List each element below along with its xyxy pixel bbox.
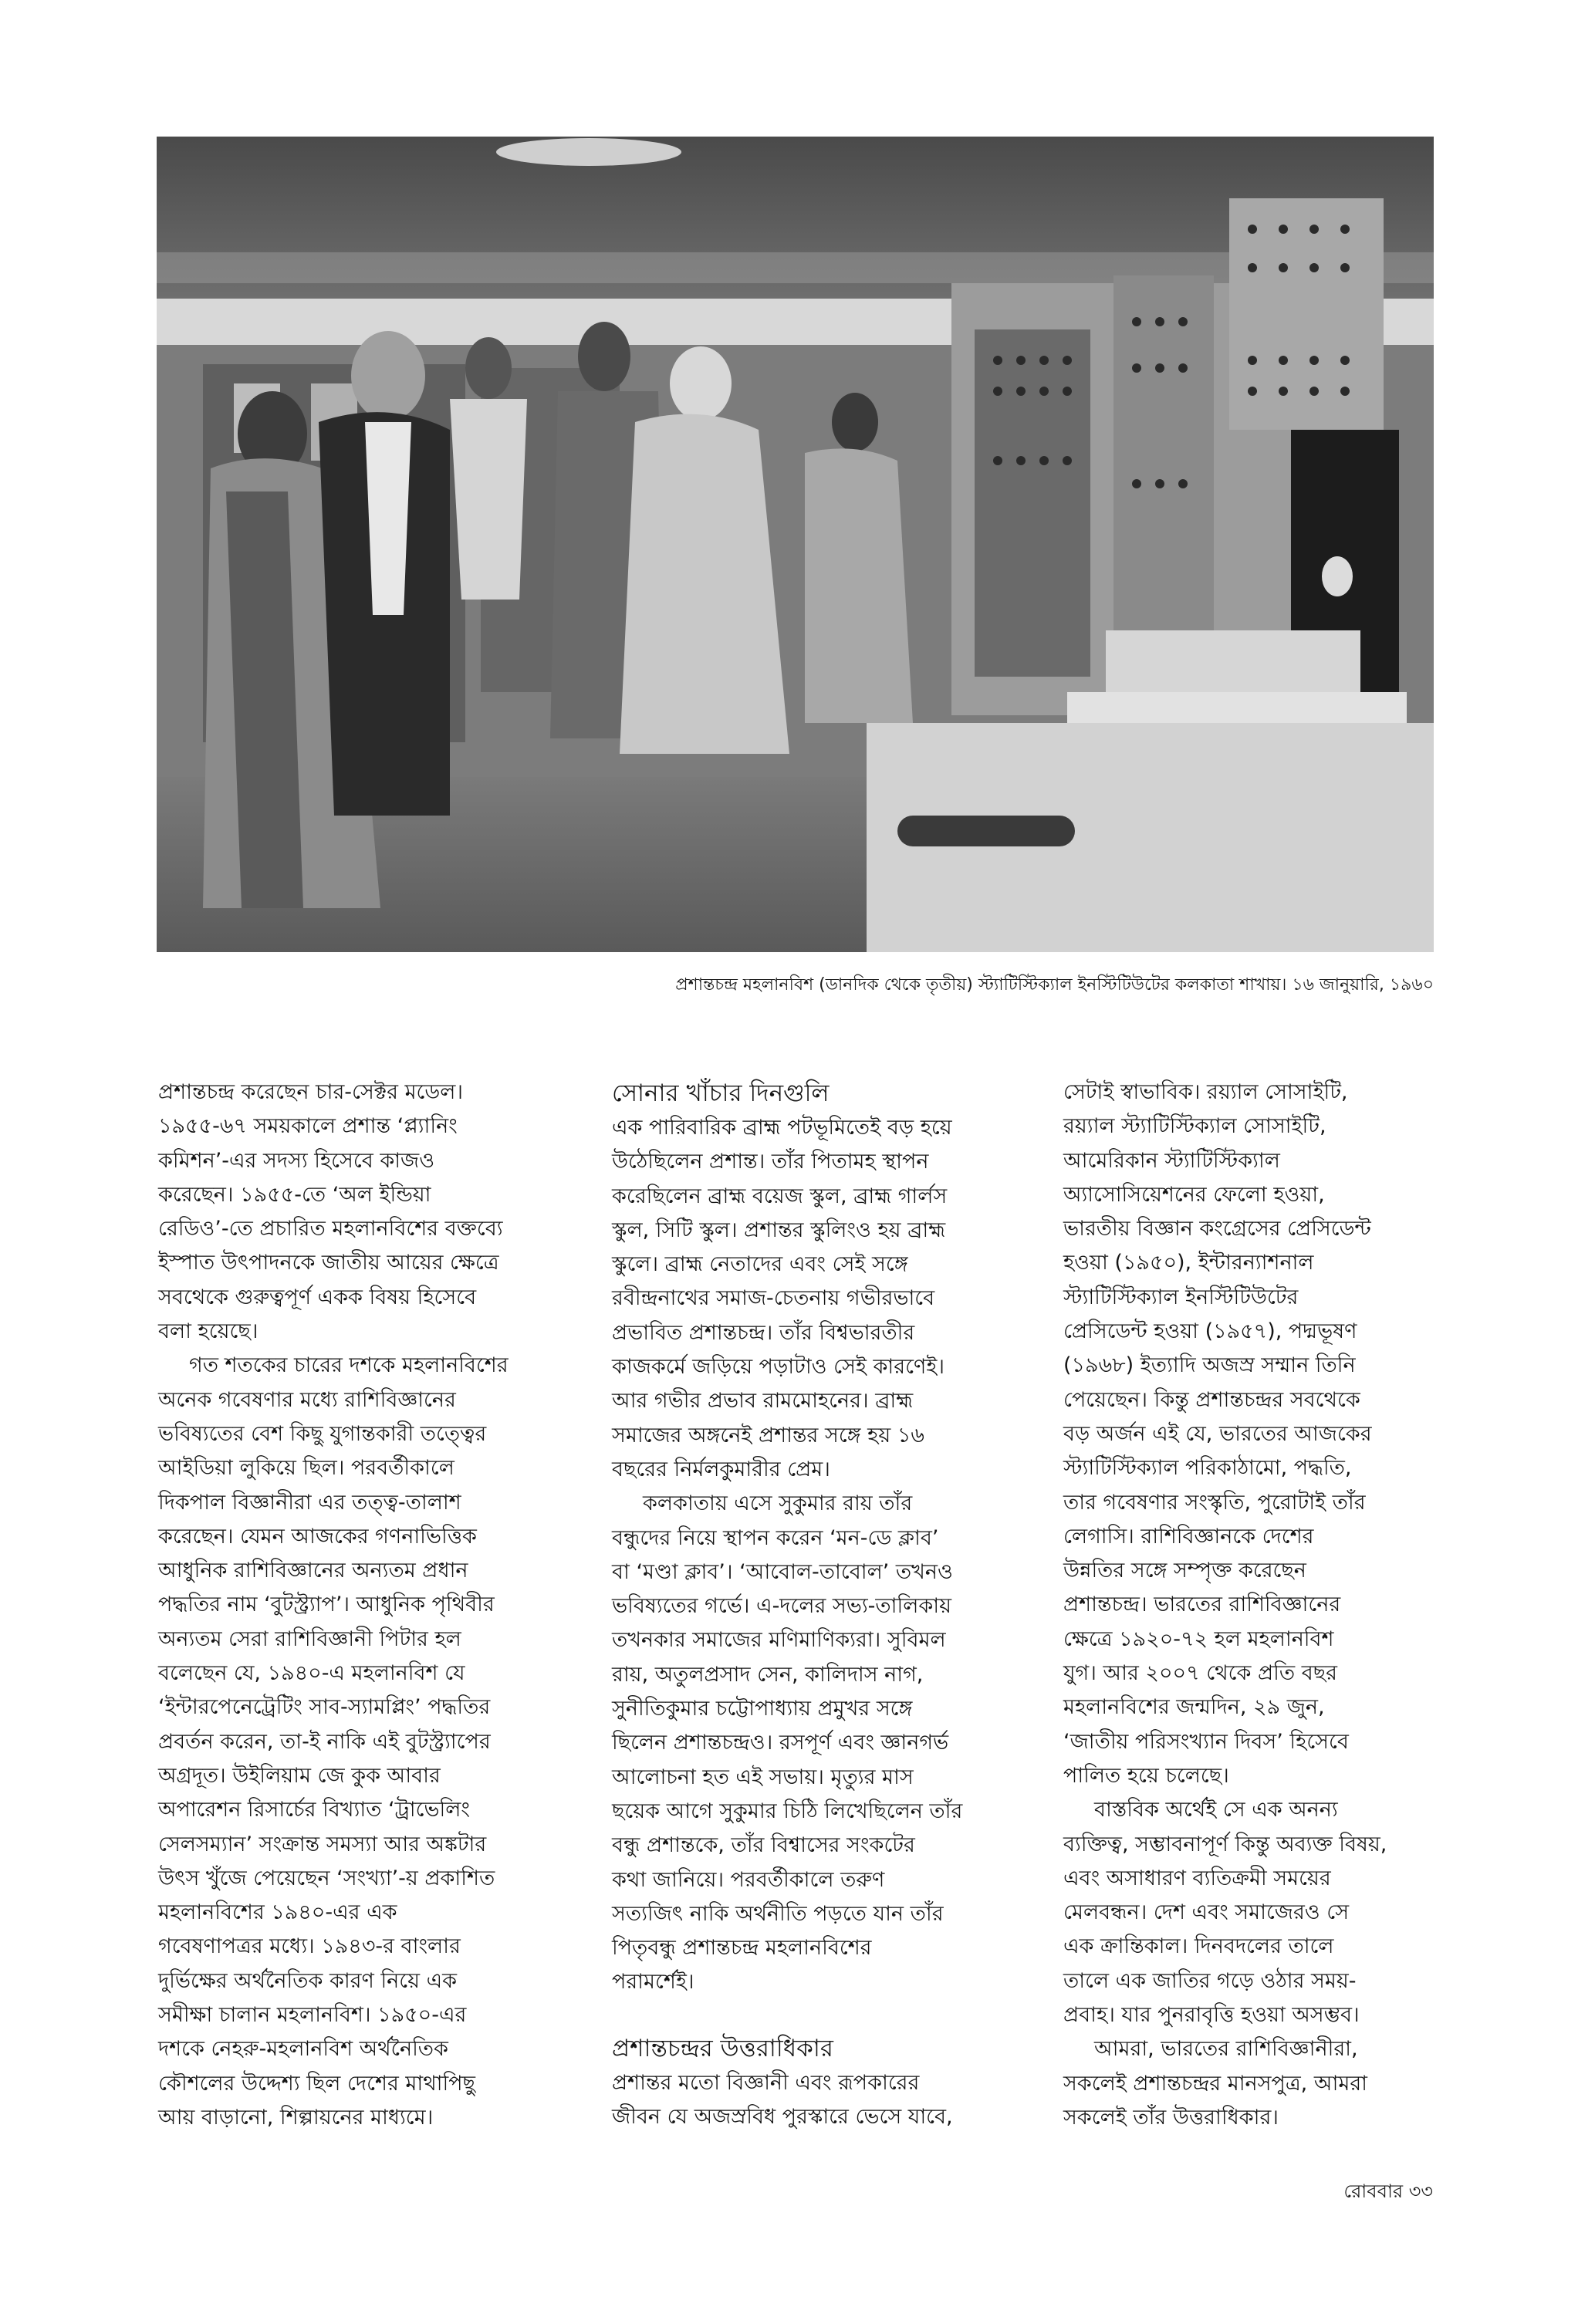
text-line: রয়্যাল স্ট্যাটিস্টিক্যাল সোসাইটি,	[1063, 1114, 1326, 1139]
text-line: বাস্তবিক অর্থেই সে এক অনন্য	[1094, 1798, 1338, 1822]
article-column-2	[612, 1076, 1044, 2134]
section-gap	[612, 2000, 1044, 2031]
text-line: সকলেই প্রশান্তচন্দ্রর মানসপুত্র, আমরা	[1063, 2071, 1368, 2096]
text-line: এক পারিবারিক ব্রাহ্ম পটভূমিতেই বড় হয়ে	[612, 1116, 952, 1140]
text-line: প্রেসিডেন্ট হওয়া (১৯৫৭), পদ্মভূষণ	[1063, 1319, 1357, 1344]
text-line: বলেছেন যে, ১৯৪০-এ মহলানবিশ যে	[158, 1661, 465, 1686]
text-line: ভারতীয় বিজ্ঞান কংগ্রেসের প্রেসিডেন্ট	[1063, 1217, 1371, 1241]
photo-illustration	[157, 137, 1434, 952]
text-line: সেলসম্যান’ সংক্রান্ত সমস্যা আর অঙ্কটার	[158, 1832, 487, 1856]
text-line: বন্ধু প্রশান্তকে, তাঁর বিশ্বাসের সংকটের	[612, 1833, 915, 1858]
text-line: কৌশলের উদ্দেশ্য ছিল দেশের মাথাপিছু	[158, 2071, 475, 2096]
text-line: উৎস খুঁজে পেয়েছেন ‘সংখ্যা’-য় প্রকাশিত	[158, 1866, 495, 1890]
text-line: দশকে নেহরু-মহলানবিশ অর্থনৈতিক	[158, 2037, 448, 2062]
text-line: সমীক্ষা চালান মহলানবিশ। ১৯৫০-এর	[158, 2003, 467, 2028]
text-line: গবেষণাপত্রর মধ্যে। ১৯৪৩-র বাংলার	[158, 1934, 461, 1959]
text-line: উঠেছিলেন প্রশান্ত। তাঁর পিতামহ স্থাপন	[612, 1150, 929, 1174]
text-line: আধুনিক রাশিবিজ্ঞানের অন্যতম প্রধান	[158, 1559, 468, 1583]
text-line: আর গভীর প্রভাব রামমোহনের। ব্রাহ্ম	[612, 1389, 914, 1414]
text-line: স্কুল, সিটি স্কুল। প্রশান্তর স্কুলিংও হয় ব্রাহ্ম	[612, 1218, 946, 1242]
text-line: কথা জানিয়ে। পরবর্তীকালে তরুণ	[612, 1867, 885, 1892]
text-line: আয় বাড়ানো, শিল্পায়নের মাধ্যমে।	[158, 2105, 434, 2130]
text-line: বা ‘মণ্ডা ক্লাব’। ‘আবোল-তাবোল’ তখনও	[612, 1559, 953, 1584]
text-line: প্রশান্তচন্দ্র। ভারতের রাশিবিজ্ঞানের	[1063, 1593, 1341, 1617]
text-line: ছিলেন প্রশান্তচন্দ্রও। রসপূর্ণ এবং জ্ঞানগর্ভ	[612, 1731, 949, 1755]
text-line: করেছেন। ১৯৫৫-তে ‘অল ইন্ডিয়া	[158, 1182, 431, 1207]
text-line: দুর্ভিক্ষের অর্থনৈতিক কারণ নিয়ে এক	[158, 1968, 458, 1993]
text-line: স্ট্যাটিস্টিক্যাল ইনস্টিটিউটের	[1063, 1285, 1299, 1309]
text-line: যুগ। আর ২০০৭ থেকে প্রতি বছর	[1063, 1661, 1337, 1686]
text-line: জীবন যে অজস্রবিধ পুরস্কারে ভেসে যাবে,	[612, 2105, 953, 2130]
text-line: মহলানবিশের জন্মদিন, ২৯ জুন,	[1063, 1695, 1325, 1720]
photo-caption: প্রশান্তচন্দ্র মহলানবিশ (ডানদিক থেকে তৃতীয়) স্ট্যাটিস্টিক্যাল ইনস্টিটিউটের কলকাতা শাখায়। ১৬ জানুয়ারি, ১৯৬০	[675, 975, 1434, 995]
text-line: এক ক্রান্তিকাল। দিনবদলের তালে	[1063, 1934, 1334, 1959]
text-line: অগ্রদূত। উইলিয়াম জে কুক আবার	[158, 1763, 441, 1788]
text-line: সকলেই তাঁর উত্তরাধিকার।	[1063, 2105, 1279, 2130]
text-line: পরামর্শেই।	[612, 1970, 694, 1995]
page-number: ৩৩	[1408, 2180, 1433, 2202]
section-heading: সোনার খাঁচার দিনগুলি	[612, 1079, 830, 1107]
text-line: ‘জাতীয় পরিসংখ্যান দিবস’ হিসেবে	[1063, 1729, 1349, 1754]
text-line: প্রভাবিত প্রশান্তচন্দ্র। তাঁর বিশ্বভারতীর	[612, 1320, 915, 1345]
text-line: আলোচনা হত এই সভায়। মৃত্যুর মাস	[612, 1765, 914, 1789]
text-line: সবথেকে গুরুত্বপূর্ণ একক বিষয় হিসেবে	[158, 1285, 477, 1309]
text-line: সেটাই স্বাভাবিক। রয়্যাল সোসাইটি,	[1063, 1080, 1348, 1104]
text-line: মহলানবিশের ১৯৪০-এর এক	[158, 1900, 397, 1925]
text-line: পিতৃবন্ধু প্রশান্তচন্দ্র মহলানবিশের	[612, 1936, 872, 1961]
text-line: অন্যতম সেরা রাশিবিজ্ঞানী পিটার হল	[158, 1626, 461, 1651]
section-heading: প্রশান্তচন্দ্রর উত্তরাধিকার	[612, 2034, 833, 2062]
text-line: আইডিয়া লুকিয়ে ছিল। পরবর্তীকালে	[158, 1456, 455, 1481]
text-line: সত্যজিৎ নাকি অর্থনীতি পড়তে যান তাঁর	[612, 1901, 944, 1926]
text-line: বছরের নির্মলকুমারীর প্রেম।	[612, 1457, 830, 1481]
text-line: প্রশান্তর মতো বিজ্ঞানী এবং রূপকারের	[612, 2070, 920, 2095]
text-line: করেছিলেন ব্রাহ্ম বয়েজ স্কুল, ব্রাহ্ম গার্লস	[612, 1184, 948, 1208]
text-line: পদ্ধতির নাম ‘বুটস্ট্র্যাপ’। আধুনিক পৃথিবীর	[158, 1593, 495, 1617]
text-line: তখনকার সমাজের মণিমাণিক্যরা। সুবিমল	[612, 1628, 946, 1653]
text-line: গত শতকের চারের দশকে মহলানবিশের	[189, 1353, 509, 1378]
publication-name: রোববার	[1343, 2180, 1404, 2202]
page-footer	[1343, 2180, 1433, 2203]
text-line: মেলবন্ধন। দেশ এবং সমাজেরও সে	[1063, 1900, 1350, 1925]
text-line: ভবিষ্যতের গর্ভে। এ-দলের সভ্য-তালিকায়	[612, 1594, 951, 1619]
text-line: রায়, অতুলপ্রসাদ সেন, কালিদাস নাগ,	[612, 1662, 924, 1687]
text-line: ভবিষ্যতের বেশ কিছু যুগান্তকারী তত্ত্বের	[158, 1421, 487, 1446]
text-line: কমিশন’-এর সদস্য হিসেবে কাজও	[158, 1148, 435, 1173]
text-line: রেডিও’-তে প্রচারিত মহলানবিশের বক্তব্যে	[158, 1217, 503, 1241]
text-line: লেগাসি। রাশিবিজ্ঞানকে দেশের	[1063, 1524, 1314, 1549]
article-column-1	[158, 1076, 590, 2135]
text-line: ‘ইন্টারপেনেট্রেটিং সাব-স্যামপ্লিং’ পদ্ধতির	[158, 1695, 491, 1720]
text-line: তালে এক জাতির গড়ে ওঠার সময়-	[1063, 1968, 1357, 1993]
text-line: কাজকর্মে জড়িয়ে পড়াটাও সেই কারণেই।	[612, 1355, 944, 1380]
text-line: কলকাতায় এসে সুকুমার রায় তাঁর	[643, 1491, 913, 1516]
text-line: সুনীতিকুমার চট্টোপাধ্যায় প্রমুখর সঙ্গে	[612, 1697, 913, 1721]
text-line: প্রবাহ। যার পুনরাবৃত্তি হওয়া অসম্ভব।	[1063, 2003, 1360, 2028]
text-line: হওয়া (১৯৫০), ইন্টারন্যাশনাল	[1063, 1251, 1314, 1275]
text-line: উন্নতির সঙ্গে সম্পৃক্ত করেছেন	[1063, 1559, 1306, 1583]
text-line: তার গবেষণার সংস্কৃতি, পুরোটাই তাঁর	[1063, 1490, 1366, 1515]
text-line: আমেরিকান স্ট্যাটিস্টিক্যাল	[1063, 1148, 1280, 1173]
text-line: ছয়েক আগে সুকুমার চিঠি লিখেছিলেন তাঁর	[612, 1799, 963, 1823]
text-line: রবীন্দ্রনাথের সমাজ-চেতনায় গভীরভাবে	[612, 1286, 935, 1311]
text-line: ক্ষেত্রে ১৯২০-৭২ হল মহলানবিশ	[1063, 1626, 1334, 1651]
text-line: স্কুলে। ব্রাহ্ম নেতাদের এবং সেই সঙ্গে	[612, 1252, 908, 1277]
text-line: বন্ধুদের নিয়ে স্থাপন করেন ‘মন-ডে ক্লাব’	[612, 1525, 939, 1550]
text-line: অনেক গবেষণার মধ্যে রাশিবিজ্ঞানের	[158, 1387, 456, 1412]
text-line: করেছেন। যেমন আজকের গণনাভিত্তিক	[158, 1524, 477, 1549]
text-line: (১৯৬৮) ইত্যাদি অজস্র সম্মান তিনি	[1063, 1353, 1356, 1378]
text-line: পালিত হয়ে চলেছে।	[1063, 1763, 1229, 1788]
text-line: প্রবর্তন করেন, তা-ই নাকি এই বুটস্ট্র্যাপের	[158, 1729, 491, 1754]
text-line: অপারেশন রিসার্চের বিখ্যাত ‘ট্রাভেলিং	[158, 1798, 471, 1822]
text-line: এবং অসাধারণ ব্যতিক্রমী সময়ের	[1063, 1866, 1331, 1890]
text-line: বড় অর্জন এই যে, ভারতের আজকের	[1063, 1421, 1372, 1446]
text-line: ১৯৫৫-৬৭ সময়কালে প্রশান্ত ‘প্ল্যানিং	[158, 1114, 458, 1139]
text-line: পেয়েছেন। কিন্তু প্রশান্তচন্দ্রর সবথেকে	[1063, 1387, 1360, 1412]
text-line: প্রশান্তচন্দ্র করেছেন চার-সেক্টর মডেল।	[158, 1080, 464, 1104]
text-line: সমাজের অঙ্গনেই প্রশান্তর সঙ্গে হয় ১৬	[612, 1423, 924, 1447]
article-column-3	[1063, 1076, 1495, 2135]
text-line: ইস্পাত উৎপাদনকে জাতীয় আয়ের ক্ষেত্রে	[158, 1251, 499, 1275]
text-line: ব্যক্তিত্ব, সম্ভাবনাপূর্ণ কিন্তু অব্যক্ত বিষয়,	[1063, 1832, 1387, 1856]
text-line: অ্যাসোসিয়েশনের ফেলো হওয়া,	[1063, 1182, 1325, 1207]
text-line: দিকপাল বিজ্ঞানীরা এর তত্ত্ব-তালাশ	[158, 1490, 461, 1515]
text-line: স্ট্যাটিস্টিক্যাল পরিকাঠামো, পদ্ধতি,	[1063, 1456, 1352, 1481]
text-line: আমরা, ভারতের রাশিবিজ্ঞানীরা,	[1094, 2037, 1358, 2062]
archival-photo	[157, 137, 1434, 952]
text-line: বলা হয়েছে।	[158, 1319, 259, 1344]
